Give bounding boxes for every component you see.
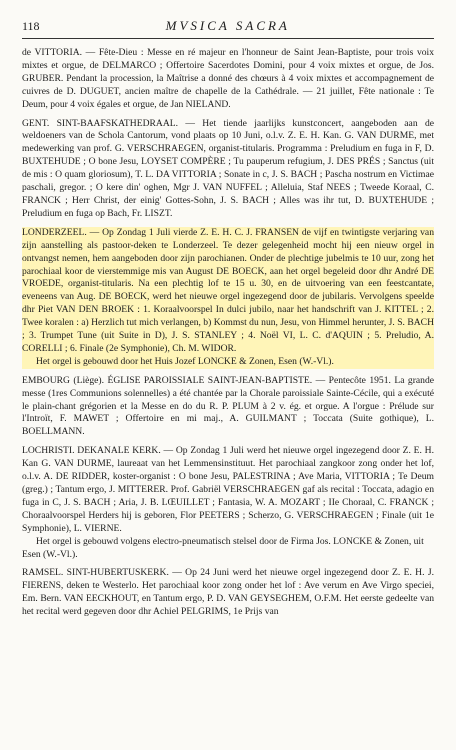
highlighted-block-londerzeel [22,227,434,369]
page-number: 118 [22,19,40,33]
note-londerzeel: Het orgel is gebouwd door het Huis Jozef LONCKE & Zonen, Esen (W.-Vl.). [36,355,334,367]
paragraph-embourg: EMBOURG (Liège). ÉGLISE PAROISSIALE SAINT-JEAN-BAPTISTE. — Pentecôte 1951. La grande messe (1res Communions solennelles) a été chantée par la Chorale paroissiale Sainte-Cécile, qui a exécuté le plain-chant grégorien et la Messe en do du R. P. PLUM à 2 v. ég. et orgue. A l'orgue : Prélude sur l'Introït, F. MAWET ; Offertoire en mi maj., A. GUILMANT ; Toccata (Suite gothique), L. BOELLMANN. [22,374,434,438]
paragraph-londerzeel: LONDERZEEL. — Op Zondag 1 Juli vierde Z. E. H. C. J. FRANSEN de vijf en twintigste verjaring van zijn aanstelling als pastoor-deken te Londerzeel. Te dezer gelegenheid mocht hij een nieuw orgel in ontvangst nemen, hem aangeboden door zijn parochianen. Onder de plechtige jubelmis te 10 uur, zong het parochiaal koor de vierstemmige mis van August DE BOECK, aan het orgel begeleid door dhr André DE VROEDE, organist-titularis. Na een plechtig lof te 15 u. 30, en de uitvoering van een feestcantate, eveneens van Aug. DE BOECK, werd het nieuwe orgel ingezegend door de jubilaris. Vervolgens speelde dhr Piet VAN DEN BROEK : 1. Koraalvoorspel In dulci jubilo, naar het handschrift van J. KITTEL ; 2. Twee koralen : a) Herzlich tut mich verlangen, b) Kommst du nun, Jesu, von Himmel herunter, J. S. BACH ; 3. Trumpet Tune (uit Suite in D), J. S. STANLEY ; 4. Noël VI, L. C. d'AQUIN ; 5. Preludio, A. CORELLI ; 6. Finale (2e Symphonie), Ch. M. WIDOR. [22,226,434,354]
paragraph-vittoria: de VITTORIA. — Fête-Dieu : Messe en ré majeur en l'honneur de Saint Jean-Baptiste, pour trois voix mixtes et orgue, de DELMARCO ; Offertoire Sacerdotes Domini, pour 4 voix mixtes et orgue, de Jos. GRUBER. Pendant la procession, la Maîtrise a donné des chœurs à 4 voix mixtes et accompagnement de cuivres de D. DUGUET, ancien maître de chapelle de la Cathédrale. — 21 juillet, Fête nationale : Te Deum, pour 4 voix égales et orgue, de Jan NIELAND. [22,47,434,110]
paragraph-gent: GENT. SINT-BAAFSKATHEDRAAL. — Het tiende jaarlijks kunstconcert, aangeboden aan de weldoeners van de Schola Cantorum, vond plaats op 10 Juni, o.l.v. Z. E. H. Kan. G. VAN DURME, met medewerking van prof. G. VERSCHRAEGEN, organist-titularis. Programma : Preludium en fuga in F, D. BUXTEHUDE ; O bone Jesu, LOYSET COMPÈRE ; Tu pauperum refugium, J. DES PRÉS ; Sanctus (uit de mis : O quam gloriosum), T. L. DA VITTORIA ; Sonate in c, J. S. BACH ; Pascha nostrum en Victimae paschali, gregor. ; O kere din' oghen, Mgr J. VAN NUFFEL ; Alleluia, Staf NEES ; Tweede Koraal, C. FRANCK ; Herr Christ, der einig' Gottes-Sohn, J. S. BACH ; Alles was ihr tut, D. BUXTEHUDE ; Preludium en fuga op Bach, Fr. LISZT. [22,117,434,219]
paragraph-ramsel: RAMSEL. SINT-HUBERTUSKERK. — Op 24 Juni werd het nieuwe orgel ingezegend door Z. E. H. J. FIERENS, deken te Westerlo. Het parochiaal koor zong onder het lof : Ave verum en Ave Virgo speciei, Em. Bern. VAN EECKHOUT, en Tantum ergo, P. D. VAN GEYSEGHEM, O.F.M. Het eerste gedeelte van het recital werd gegeven door dhr Achiel PELGRIMS, 1e Prijs van [22,567,434,618]
note-lochristi: Het orgel is gebouwd volgens electro-pneumatisch stelsel door de Firma Jos. LONCKE & Zonen, uit Esen (W.-Vl.). [22,535,424,560]
journal-title: MVSICA SACRA [165,18,290,33]
header-rule [22,38,434,39]
paragraph-lochristi: LOCHRISTI. DEKANALE KERK. — Op Zondag 1 Juli werd het nieuwe orgel ingezegend door Z. E. H. Kan G. VAN DURME, laureaat van het Lemmensinstituut. Het parochiaal zangkoor zong onder het lof, o.l.v. A. DE RIDDER, koster-organist : O bone Jesu, PALESTRINA ; Ave Maria, VITTORIA ; Te Deum (greg.) ; Tantum ergo, J. MITTERER. Prof. Gabriël VERSCHRAEGEN gaf als recital : Toccata, adagio en fuga in C, J. S. BACH ; Aria, J. B. LŒUILLET ; Fantasia, W. A. MOZART ; IIe Choraal, C. FRANCK ; Choraalvoorspel Herders hij is geboren, Flor PEETERS ; Scherzo, G. VERSCHRAEGEN ; Finale (uit 1e Symphonie), L. VIERNE. [22,445,434,534]
page-header [22,18,434,34]
